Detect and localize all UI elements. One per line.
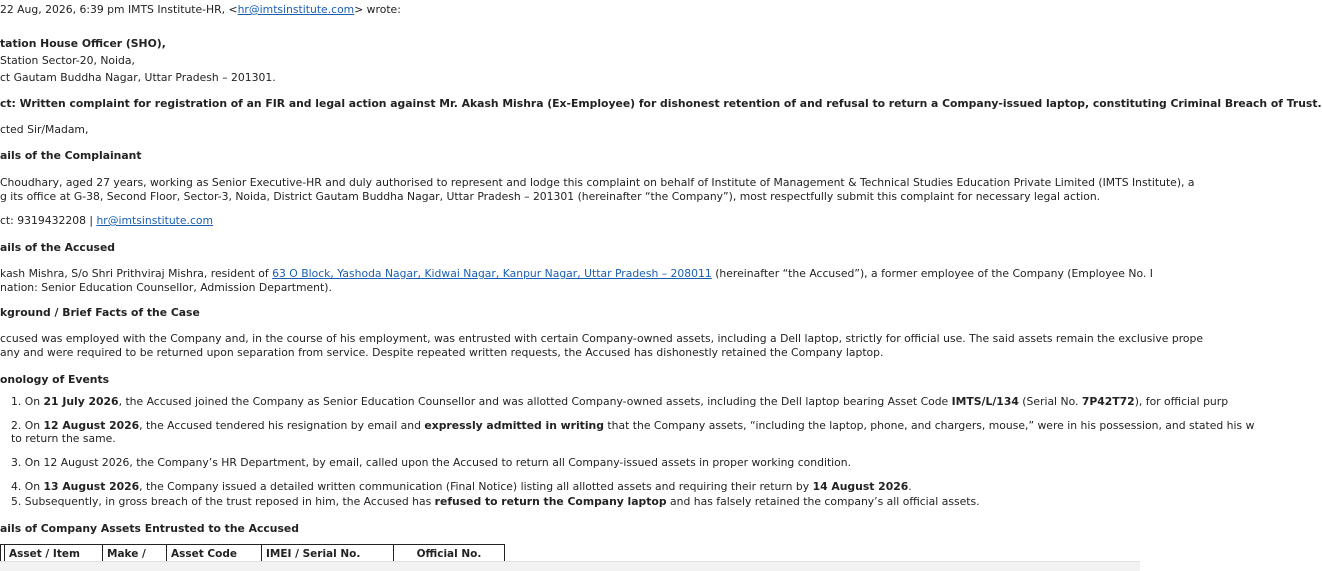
addressee-line: Station Sector-20, Noida, [0, 54, 135, 67]
background-text: any and were required to be returned upon separation from service. Despite repeated written requests, the Accused has dishonestly retained the Company laptop. [0, 346, 884, 359]
list-item: 1. On 21 July 2026, the Accused joined the Company as Senior Education Counsellor and was allotted Company-owned assets, including the Dell laptop bearing Asset Code IMTS/L/134 (Serial No. 7P42T72), for official purp [11, 395, 1229, 408]
addressee-line: ct Gautam Buddha Nagar, Uttar Pradesh – 201301. [0, 71, 276, 84]
table-header-cell: Asset Code [167, 545, 262, 569]
accused-text: nation: Senior Education Counsellor, Admission Department). [0, 281, 332, 294]
list-item: 4. On 13 August 2026, the Company issued a detailed written communication (Final Notice) listing all allotted assets and requiring their return by 14 August 2026. [11, 480, 912, 493]
addressee-title: tation House Officer (SHO), [0, 37, 166, 50]
section-heading-complainant: ails of the Complainant [0, 149, 142, 162]
section-heading-background: kground / Brief Facts of the Case [0, 306, 200, 319]
subject-line: ct: Written complaint for registration of an FIR and legal action against Mr. Akash Mishra (Ex-Employee) for dishonest retention of and refusal to return a Company-issued laptop, constituting Criminal Breach of Trust. [0, 97, 1322, 110]
contact-email-link[interactable]: hr@imtsinstitute.com [96, 214, 214, 227]
list-item: 2. On 12 August 2026, the Accused tendered his resignation by email and expressly admitted in writing that the Company assets, “including the laptop, phone, and chargers, mouse,” were in his possession, and stated his w [11, 419, 1255, 432]
background-text: ccused was employed with the Company and, in the course of his employment, was entrusted with certain Company-owned assets, including a Dell laptop, strictly for official use. The said assets remain the exclusive prope [0, 332, 1204, 345]
section-heading-chronology: onology of Events [0, 373, 110, 386]
section-heading-assets: ails of Company Assets Entrusted to the Accused [0, 522, 299, 535]
contact-line: ct: 9319432208 | hr@imtsinstitute.com [0, 214, 214, 227]
table-header-cell: Make / [103, 545, 167, 569]
list-item: 5. Subsequently, in gross breach of the trust reposed in him, the Accused has refused to return the Company laptop and has falsely retained the company’s all official assets. [11, 495, 980, 508]
complainant-text: Choudhary, aged 27 years, working as Senior Executive-HR and duly authorised to represent and lodge this complaint on behalf of Institute of Management & Technical Studies Education Private Limited (IMTS Institute), a [0, 176, 1195, 189]
section-heading-accused: ails of the Accused [0, 241, 115, 254]
reply-header: 22 Aug, 2026, 6:39 pm IMTS Institute-HR, <hr@imtsinstitute.com> wrote: [0, 3, 401, 16]
accused-address-link[interactable]: 63 O Block, Yashoda Nagar, Kidwai Nagar, Kanpur Nagar, Uttar Pradesh – 208011 [272, 267, 712, 280]
table-header-cell: Asset / Item [5, 545, 103, 569]
sender-email-link[interactable]: hr@imtsinstitute.com [237, 3, 355, 16]
list-item-continuation: to return the same. [11, 432, 116, 445]
table-header-cell: Official No. [394, 545, 505, 569]
salutation: cted Sir/Madam, [0, 123, 89, 136]
table-header-cell: IMEI / Serial No. [262, 545, 394, 569]
list-item: 3. On 12 August 2026, the Company’s HR Department, by email, called upon the Accused to return all Company-issued assets in proper working condition. [11, 456, 852, 469]
accused-text: kash Mishra, S/o Shri Prithviraj Mishra, resident of 63 O Block, Yashoda Nagar, Kidwai Nagar, Kanpur Nagar, Uttar Pradesh – 208011 (hereinafter “the Accused”), a former employee of the Company (Employee No. I [0, 267, 1153, 280]
bottom-scroll-area [0, 561, 1140, 571]
complainant-text: g its office at G-38, Second Floor, Sector-3, Noida, District Gautam Buddha Nagar, Uttar Pradesh – 201301 (hereinafter “the Company”), most respectfully submit this complaint for necessary legal action. [0, 190, 1101, 203]
